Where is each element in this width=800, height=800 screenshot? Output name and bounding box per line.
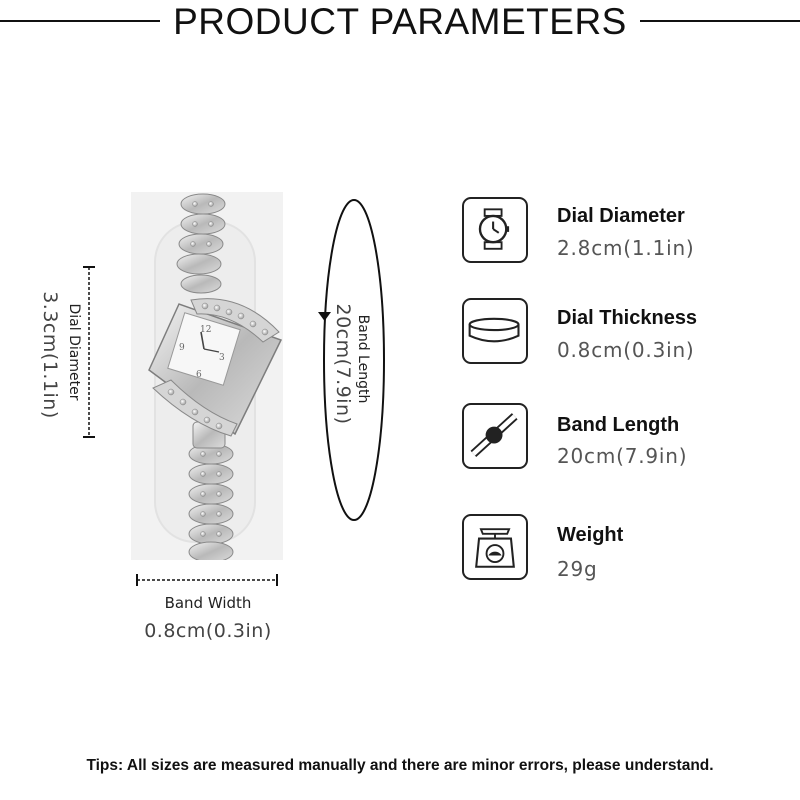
band-width-value: 0.8cm(0.3in) — [144, 620, 272, 642]
svg-text:12: 12 — [200, 325, 212, 335]
svg-text:6: 6 — [196, 370, 202, 380]
page-title: PRODUCT PARAMETERS — [173, 1, 627, 42]
watch-photo — [131, 192, 283, 560]
dial-diameter-dimension-line — [82, 266, 96, 438]
band-width-label: Band Width — [164, 594, 252, 612]
spec-name-band-length: Band Length — [557, 414, 680, 436]
spec-value-dial-thickness: 0.8cm(0.3in) — [557, 338, 695, 362]
spec-value-band-length: 20cm(7.9in) — [557, 444, 688, 468]
spec-value-weight: 29g — [557, 557, 598, 581]
scale-icon — [462, 514, 528, 580]
spec-name-weight: Weight — [557, 524, 624, 546]
tips-note: Tips: All sizes are measured manually and there are minor errors, please understand. — [86, 757, 714, 774]
header-rule-right — [640, 20, 800, 22]
spec-value-dial-diameter: 2.8cm(1.1in) — [557, 236, 695, 260]
band-length-value: 20cm(7.9in) — [332, 303, 354, 425]
dial-diameter-label: Dial Diameter — [66, 303, 82, 401]
dial-thickness-icon — [462, 298, 528, 364]
band-length-icon — [462, 403, 528, 469]
dial-diameter-value: 3.3cm(1.1in) — [39, 291, 61, 419]
watch-icon — [462, 197, 528, 263]
spec-name-dial-thickness: Dial Thickness — [557, 307, 698, 329]
band-width-dimension-line — [136, 574, 278, 586]
header-rule-left — [0, 20, 160, 22]
band-length-label: Band Length — [355, 314, 371, 404]
svg-text:9: 9 — [179, 343, 185, 353]
svg-text:3: 3 — [219, 353, 225, 363]
spec-name-dial-diameter: Dial Diameter — [557, 205, 685, 227]
